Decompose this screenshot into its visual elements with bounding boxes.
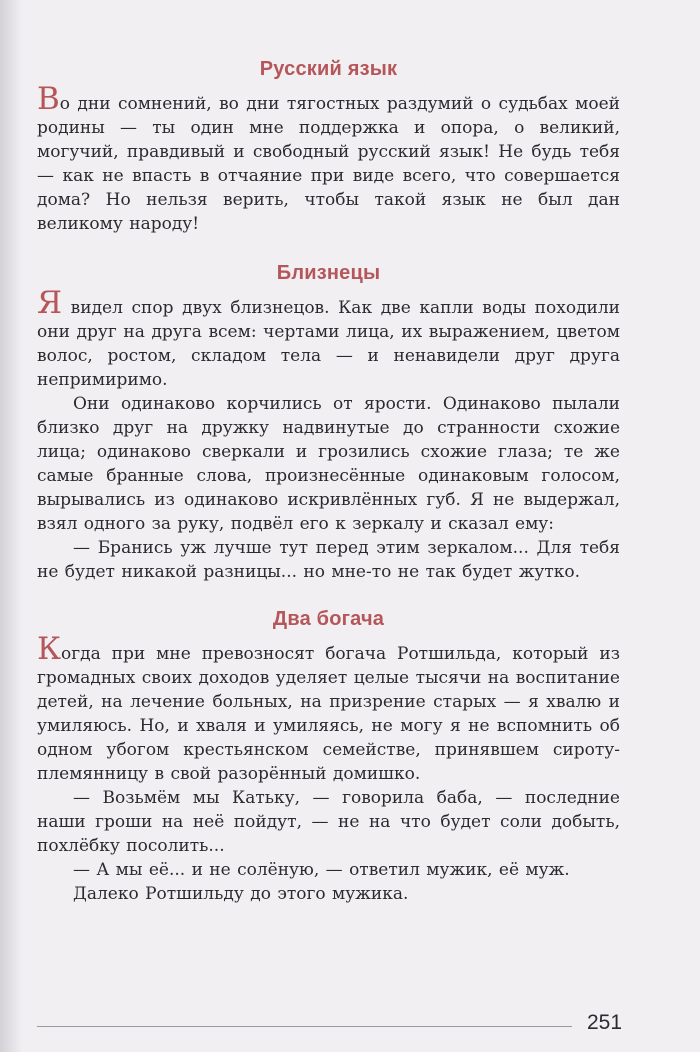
footer-divider: [37, 1026, 572, 1027]
page-number: 251: [587, 1011, 623, 1034]
section-title-russian-language: Русский язык: [259, 58, 398, 80]
paragraph-twins-3: — Бранись уж лучше тут перед этим зеркалом... Для тебя не будет никакой разницы... но мне-то не так будет жутко.: [37, 538, 620, 582]
text-column: [37, 58, 620, 906]
paragraph-text: о дни сомнений, во дни тягостных раздумий о судьбах моей родины — ты один мне поддержка и опора, о великий, могучий, правдивый и свободный русский язык! Не будь тебя — как не впасть в отчаяние при виде всего, что совершается дома? Но нельзя верить, чтобы такой язык не был дан великому народу!: [37, 94, 620, 234]
paragraph-twins-2: Они одинаково корчились от ярости. Одинаково пылали близко друг на дружку надвинутые до странности схожие лица; одинаково сверкали и грозились схожие глаза; те же самые бранные слова, произнесённые одинаковым голосом, вырывались из одинаково искривлённых губ. Я не выдержал, взял одного за руку, подвёл его к зеркалу и сказал ему:: [37, 394, 620, 534]
section-title-twins: Близнецы: [276, 262, 381, 284]
paragraph-rich-men-4: Далеко Ротшильду до этого мужика.: [73, 884, 409, 904]
drop-cap: В: [37, 81, 60, 117]
paragraph-rich-men-1: [37, 631, 620, 786]
paragraph-text: видел спор двух близнецов. Как две капли воды походили они друг на друга всем: чертами лица, их выражением, цветом волос, ростом, складом тела — и ненавидели друг друга непримиримо.: [37, 298, 620, 390]
drop-cap: Я: [37, 285, 63, 321]
paragraph-twins-1: [37, 285, 620, 392]
page-spine-shadow: [0, 0, 22, 1052]
section-title-two-rich-men: Два богача: [272, 608, 385, 630]
paragraph-rich-men-2: — Возьмём мы Катьку, — говорила баба, — последние наши гроши на неё пойдут, — не на что будет соли добыть, похлёбку посолить...: [37, 788, 620, 856]
paragraph-text: огда при мне превозносят богача Ротшильда, который из громадных своих доходов уделяет целые тысячи на воспитание детей, на лечение больных, на призрение старых — я хвалю и умиляюсь. Но, и хваля и умиляясь, не могу я не вспомнить об одном убогом крестьянском семействе, принявшем сироту-племянницу в свой разорённый домишко.: [37, 644, 620, 784]
paragraph-russian-language-1: [37, 81, 620, 236]
paragraph-rich-men-3: — А мы её... и не солёную, — ответил мужик, её муж.: [73, 860, 570, 880]
drop-cap: К: [37, 631, 61, 667]
